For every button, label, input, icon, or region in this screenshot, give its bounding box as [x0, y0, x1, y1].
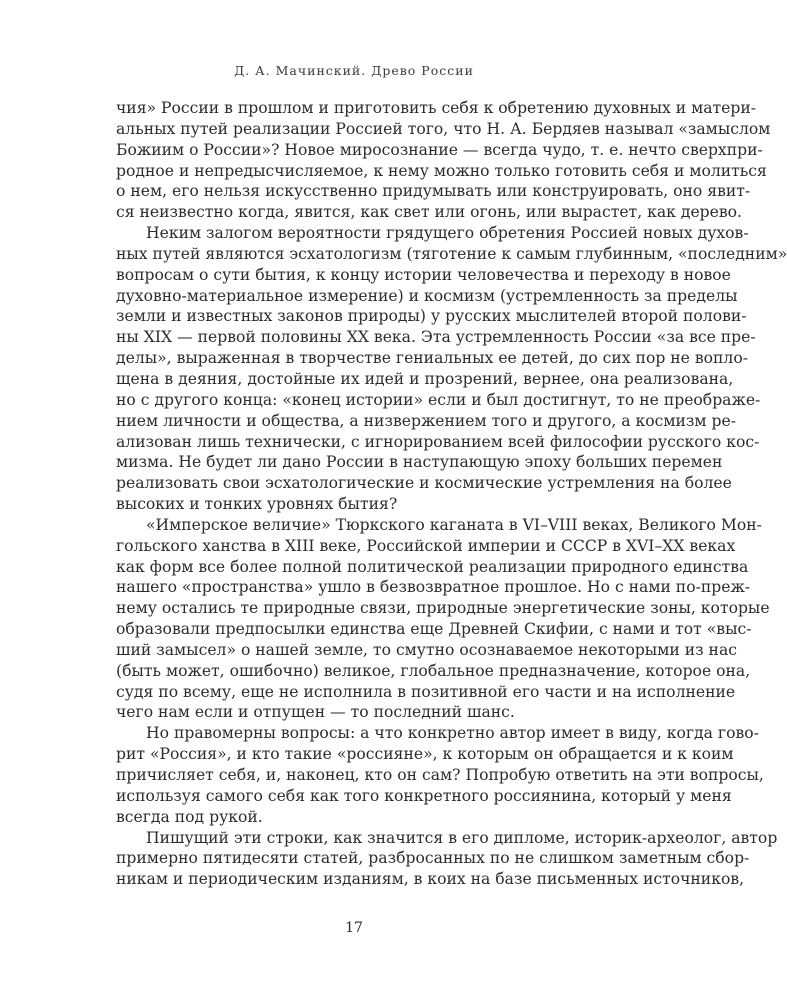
- text-line: нием личности и общества, а низвержением того и другого, а космизм ре-: [116, 411, 736, 430]
- body-text: [116, 98, 787, 890]
- paragraph: [116, 223, 787, 515]
- text-line: альных путей реализации Россией того, что Н. А. Бердяев называл «замыслом: [116, 119, 771, 138]
- text-line: рит «Россия», и кто такие «россияне», к которым он обращается и к коим: [116, 745, 734, 764]
- text-line: но с другого конца: «конец истории» если и был достигнут, то не преображе-: [116, 390, 761, 409]
- text-line: причисляет себя, и, наконец, кто он сам? Попробую ответить на эти вопросы,: [116, 766, 764, 784]
- text-line: (быть может, ошибочно) великое, глобальное предназначение, которое она,: [116, 661, 751, 680]
- paragraph: [116, 98, 771, 223]
- text-line: судя по всему, еще не исполнила в позитивной его части и на исполнение: [116, 682, 736, 701]
- page-number: 17: [345, 920, 363, 936]
- text-line: нему остались те природные связи, природные энергетические зоны, которые: [116, 599, 770, 618]
- text-line: образовали предпосылки единства еще Древней Скифии, с нами и тот «выс-: [116, 620, 752, 639]
- text-line: чия» России в прошлом и приготовить себя к обретению духовных и матери-: [116, 99, 757, 117]
- text-line: «Имперское величие» Тюркского каганата в VI–VIII веках, Великого Мон-: [146, 515, 762, 534]
- text-line: Но правомерны вопросы: а что конкретно автор имеет в виду, когда гово-: [146, 724, 759, 743]
- text-line: чего нам если и отпущен — то последний шанс.: [116, 703, 515, 722]
- text-line: нашего «пространства» ушло в безвозвратное прошлое. Но с нами по-преж-: [116, 578, 751, 597]
- text-line: Пишущий эти строки, как значится в его дипломе, историк-археолог, автор: [146, 828, 778, 847]
- text-line: мизма. Не будет ли дано России в наступающую эпоху больших перемен: [116, 453, 723, 472]
- text-line: ся неизвестно когда, явится, как свет или огонь, или вырастет, как дерево.: [116, 203, 743, 222]
- text-line: духовно-материальное измерение) и космизм (устремленность за пределы: [116, 286, 738, 305]
- running-head: Д. А. Мачинский. Древо России: [234, 63, 474, 78]
- text-line: Неким залогом вероятности грядущего обретения Россией новых духов-: [146, 224, 749, 243]
- text-line: гольского ханства в XIII веке, Российской империи и СССР в XVI–XX веках: [116, 536, 736, 555]
- text-line: как форм все более полной политической реализации природного единства: [116, 557, 749, 576]
- text-line: реализовать свои эсхатологические и космические устремления на более: [116, 474, 732, 493]
- text-line: родное и непредысчисляемое, к нему можно только готовить себя и молиться: [116, 161, 767, 180]
- paragraph: [116, 723, 764, 827]
- text-line: используя самого себя как того конкретного россиянина, который у меня: [116, 786, 732, 805]
- paragraph: [116, 515, 770, 723]
- text-line: ны XIX — первой половины XX века. Эта устремленность России «за все пре-: [116, 328, 756, 347]
- text-line: делы», выраженная в творчестве гениальных ее детей, до сих пор не вопло-: [116, 349, 748, 368]
- text-line: о нем, его нельзя искусственно придумывать или конструировать, оно явит-: [116, 182, 751, 201]
- text-line: высоких и тонких уровнях бытия?: [116, 495, 398, 514]
- text-line: земли и известных законов природы) у русских мыслителей второй полови-: [116, 307, 747, 326]
- paragraph: [116, 828, 778, 891]
- text-line: щена в деяния, достойные их идей и прозрений, вернее, она реализована,: [116, 369, 734, 388]
- text-line: всегда под рукой.: [116, 807, 263, 826]
- text-line: Божиим о России»? Новое миросознание — всегда чудо, т. е. нечто сверхпри-: [116, 140, 763, 159]
- text-line: ший замысел» о нашей земле, то смутно осознаваемое некоторыми из нас: [116, 640, 737, 659]
- text-line: ных путей являются эсхатологизм (тяготение к самым глубинным, «последним»: [116, 244, 787, 263]
- text-line: вопросам о сути бытия, к концу истории человечества и переходу в новое: [116, 265, 731, 284]
- text-line: ализован лишь технически, с игнорированием всей философии русского кос-: [116, 432, 760, 451]
- text-line: примерно пятидесяти статей, разбросанных по не слишком заметным сбор-: [116, 849, 750, 868]
- text-line: никам и периодическим изданиям, в коих на базе письменных источников,: [116, 870, 745, 889]
